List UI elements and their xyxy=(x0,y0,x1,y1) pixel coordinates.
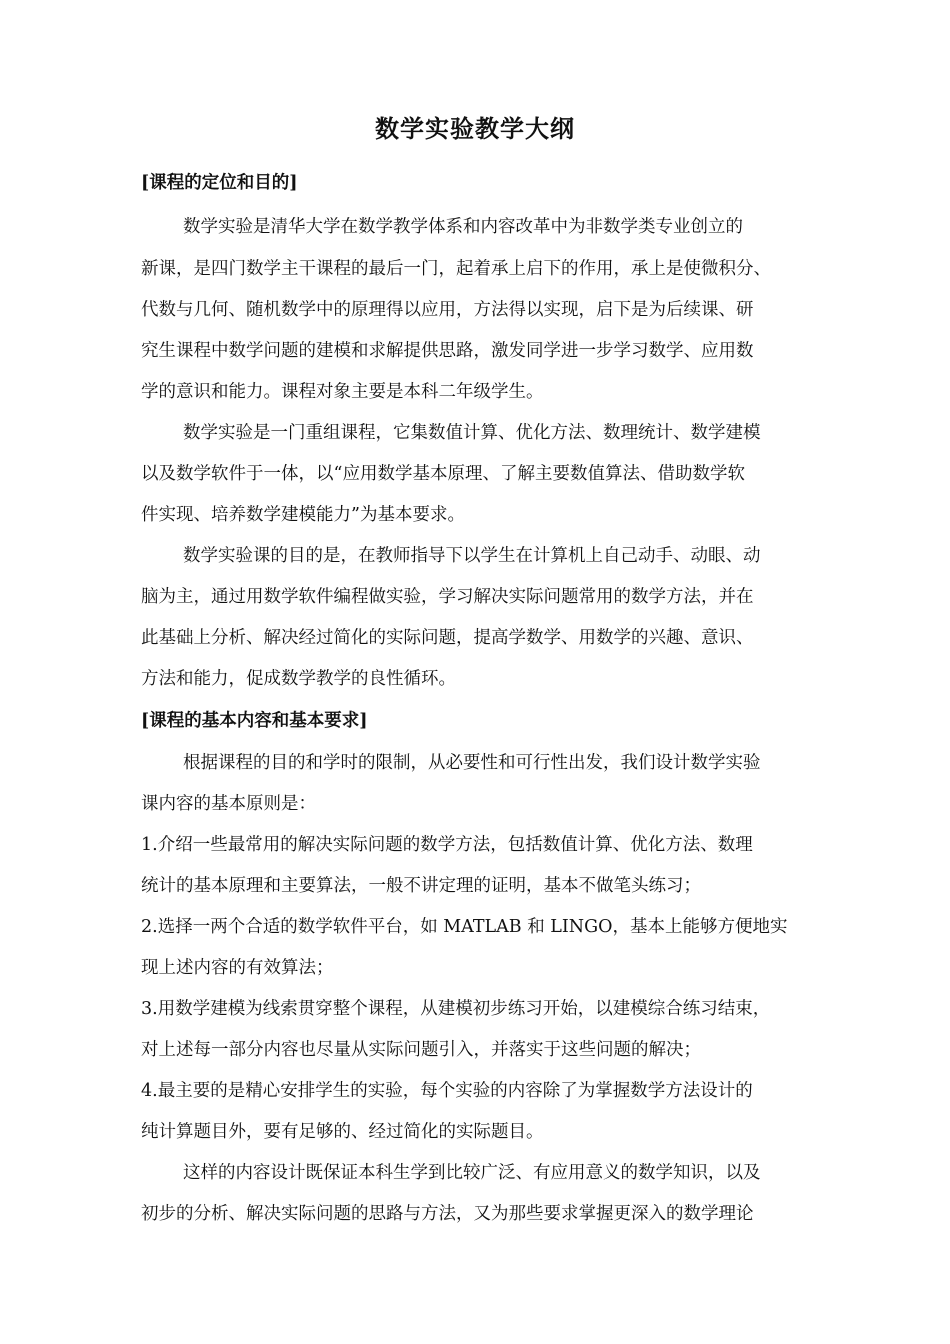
list-item-line: 1.介绍一些最常用的解决实际问题的数学方法，包括数值计算、优化方法、数理 xyxy=(141,835,753,855)
list-item-line: 2.选择一两个合适的数学软件平台，如 MATLAB 和 LINGO，基本上能够方便地实 xyxy=(141,917,788,937)
paragraph-line: 初步的分析、解决实际问题的思路与方法，又为那些要求掌握更深入的数学理论 xyxy=(141,1204,754,1224)
paragraph-line: 根据课程的目的和学时的限制，从必要性和可行性出发，我们设计数学实验 xyxy=(183,753,761,773)
paragraph-line: 以及数学软件于一体，以“应用数学基本原理、了解主要数值算法、借助数学软 xyxy=(141,464,745,484)
paragraph-line: 脑为主，通过用数学软件编程做实验，学习解决实际问题常用的数学方法，并在 xyxy=(141,587,754,607)
list-item-line: 统计的基本原理和主要算法，一般不讲定理的证明，基本不做笔头练习； xyxy=(141,876,701,896)
paragraph-line: 数学实验是一门重组课程，它集数值计算、优化方法、数理统计、数学建模 xyxy=(183,423,761,443)
list-item-line: 4.最主要的是精心安排学生的实验，每个实验的内容除了为掌握数学方法设计的 xyxy=(141,1081,753,1101)
document-title: 数学实验教学大纲 xyxy=(375,114,575,143)
paragraph-line: 究生课程中数学问题的建模和求解提供思路，激发同学进一步学习数学、应用数 xyxy=(141,341,754,361)
list-item-line: 纯计算题目外，要有足够的、经过简化的实际题目。 xyxy=(141,1122,544,1142)
paragraph-line: 代数与几何、随机数学中的原理得以应用，方法得以实现，启下是为后续课、研 xyxy=(141,300,754,320)
paragraph-line: 数学实验课的目的是，在教师指导下以学生在计算机上自己动手、动眼、动 xyxy=(183,546,761,566)
paragraph-line: 方法和能力，促成数学教学的良性循环。 xyxy=(141,669,456,689)
paragraph-line: 件实现、培养数学建模能力”为基本要求。 xyxy=(141,505,465,525)
section-heading: [课程的定位和目的] xyxy=(141,173,298,193)
paragraph-line: 数学实验是清华大学在数学教学体系和内容改革中为非数学类专业创立的 xyxy=(183,217,743,237)
paragraph-line: 此基础上分析、解决经过简化的实际问题，提高学数学、用数学的兴趣、意识、 xyxy=(141,628,754,648)
paragraph-line: 课内容的基本原则是： xyxy=(141,794,316,814)
paragraph-line: 新课，是四门数学主干课程的最后一门，起着承上启下的作用，承上是使微积分、 xyxy=(141,259,771,279)
list-item-line: 对上述每一部分内容也尽量从实际问题引入，并落实于这些问题的解决； xyxy=(141,1040,701,1060)
list-item-line: 3.用数学建模为线索贯穿整个课程，从建模初步练习开始，以建模综合练习结束， xyxy=(141,999,771,1019)
paragraph-line: 这样的内容设计既保证本科生学到比较广泛、有应用意义的数学知识，以及 xyxy=(183,1163,761,1183)
paragraph-line: 学的意识和能力。课程对象主要是本科二年级学生。 xyxy=(141,382,544,402)
list-item-line: 现上述内容的有效算法； xyxy=(141,958,334,978)
section-heading: [课程的基本内容和基本要求] xyxy=(141,711,368,731)
